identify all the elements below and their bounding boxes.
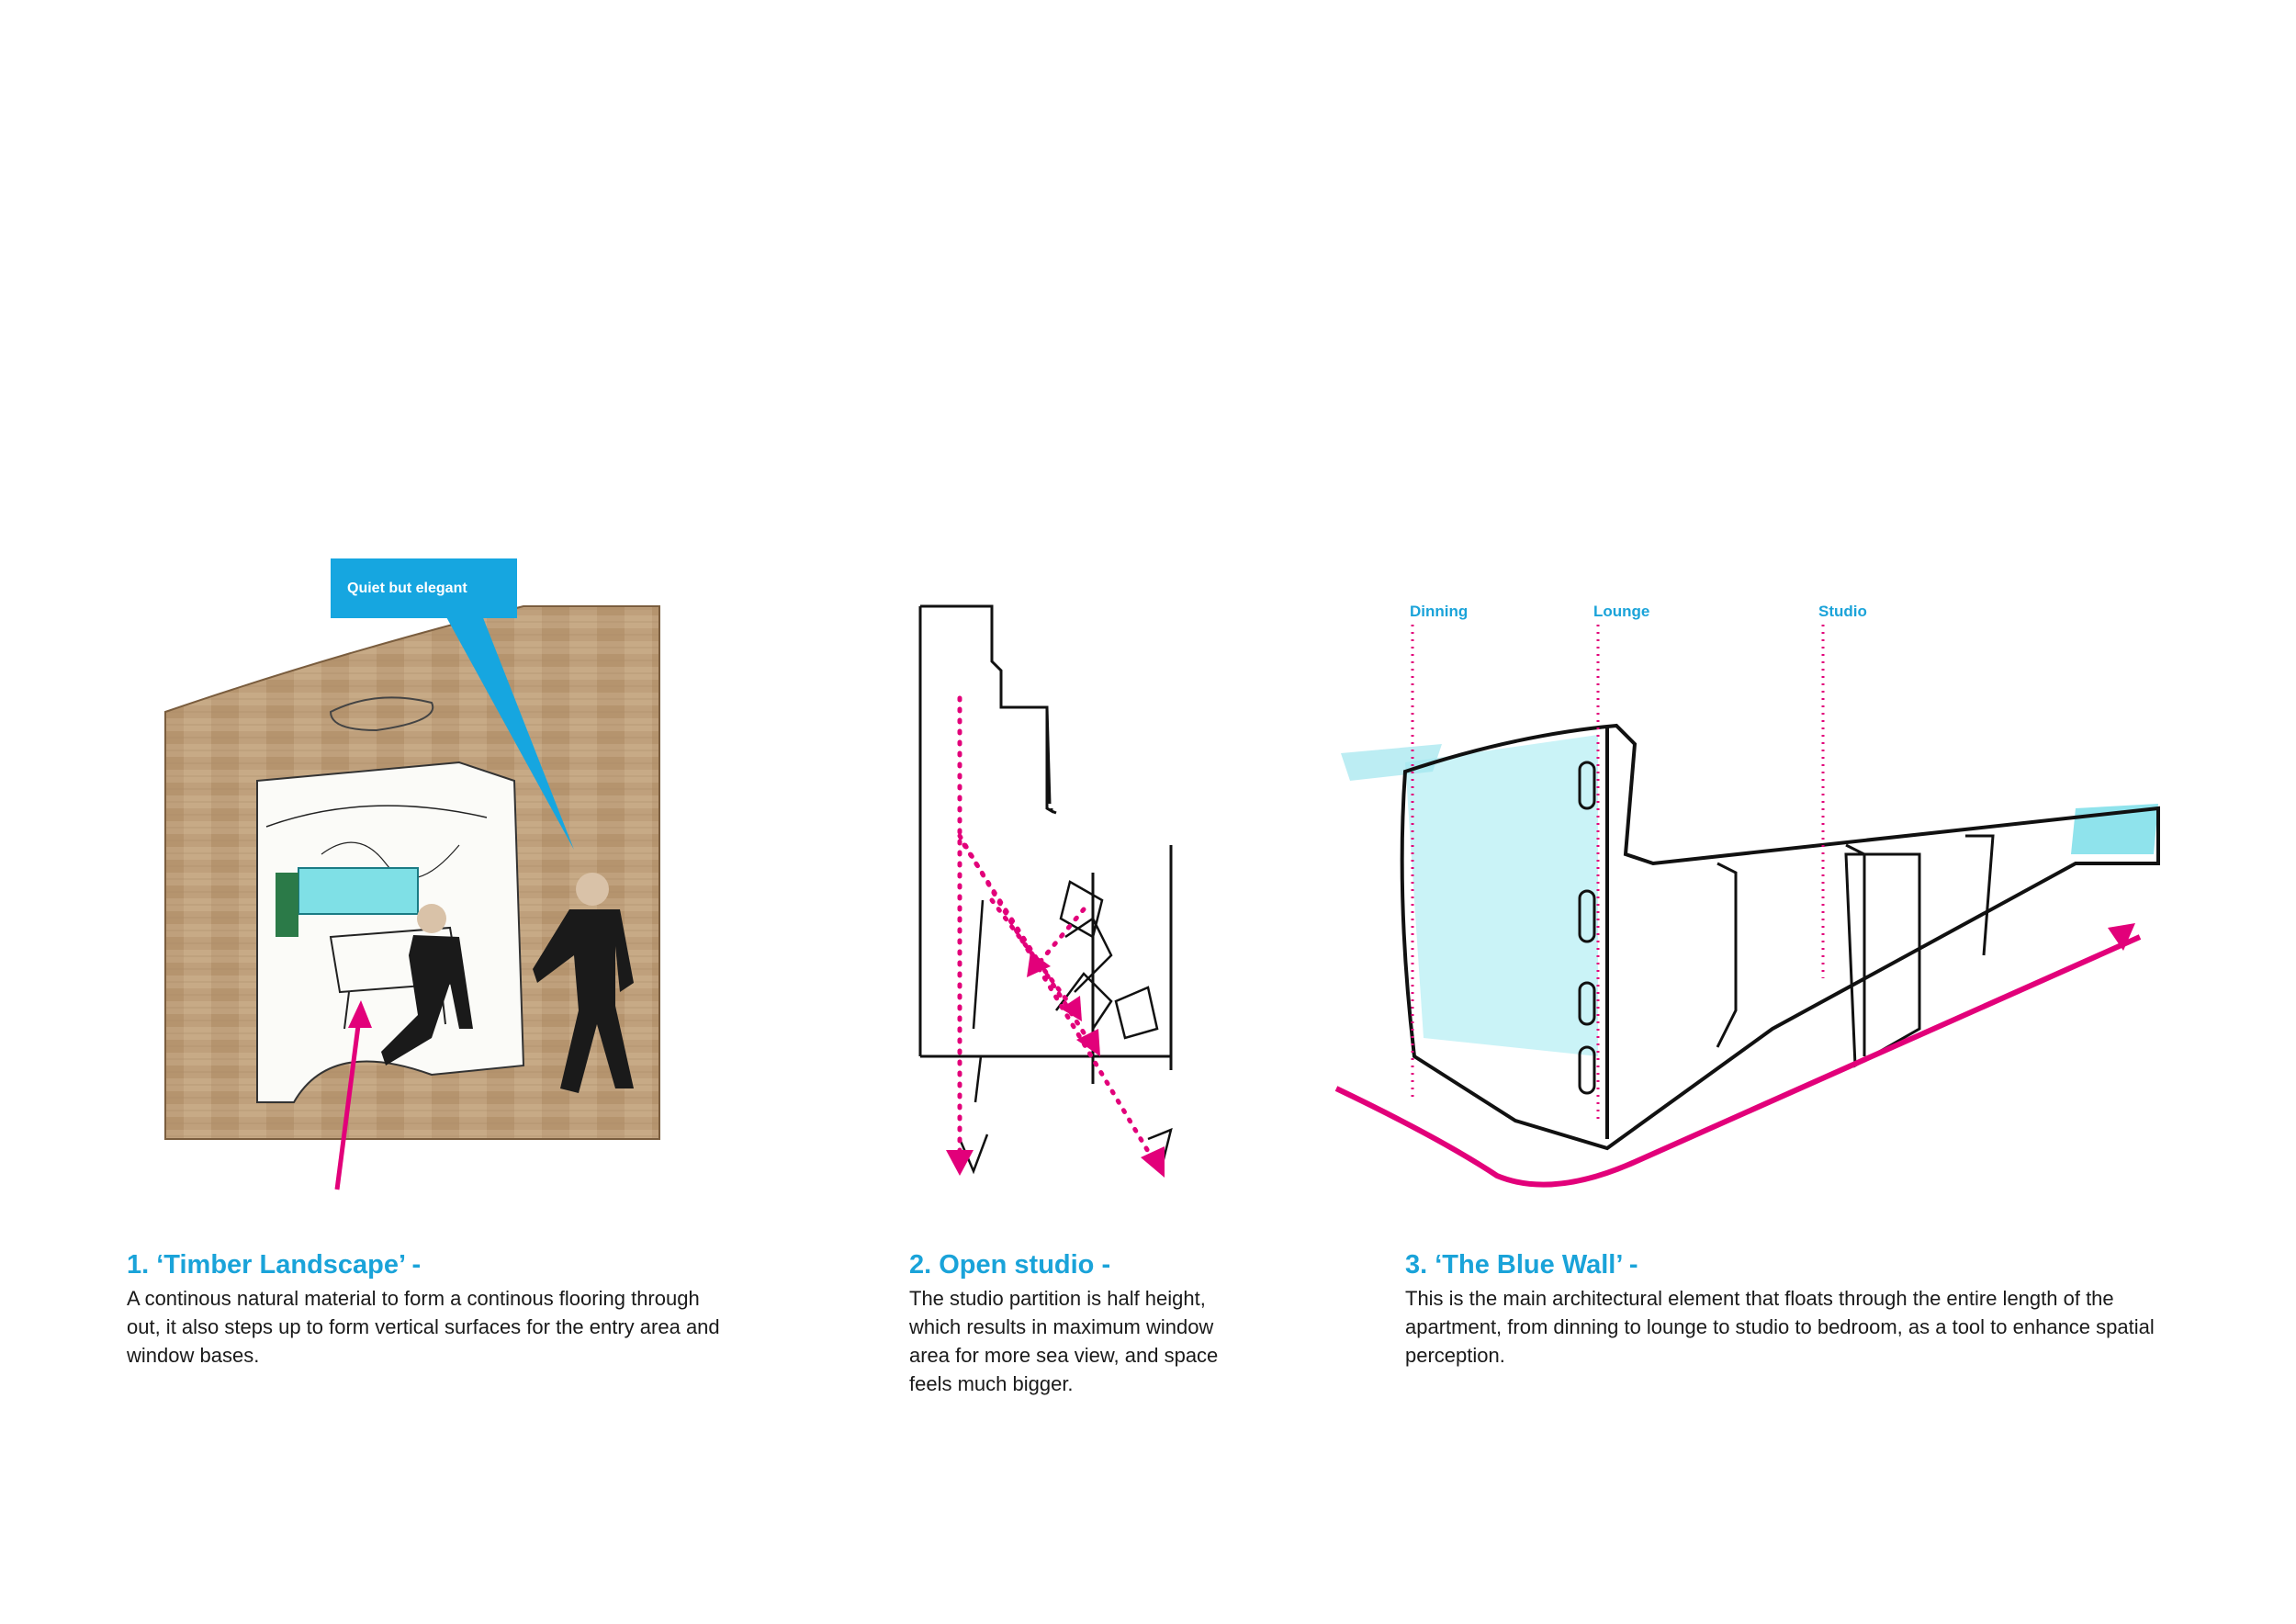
callout-quiet-but-elegant: Quiet but elegant: [331, 558, 517, 618]
section-heading: 1. ‘Timber Landscape’ -: [127, 1250, 422, 1280]
zone-label-studio: Studio: [1818, 603, 1867, 620]
section-blue-wall: [1405, 1249, 2167, 1370]
open-studio-sketch: [872, 570, 1240, 1194]
section-open-studio: [909, 1249, 1221, 1398]
arrow-timber: [326, 997, 381, 1203]
section-heading: 3. ‘The Blue Wall’ -: [1405, 1250, 1638, 1280]
section-body: This is the main architectural element that floats through the entire length of the apartment, from dinning to lounge to studio to bedroom, as a tool to enhance spatial perception.: [1405, 1287, 2155, 1367]
zone-label-lounge: Lounge: [1593, 603, 1650, 620]
section-body: The studio partition is half height, which results in maximum window area for more sea view, and space feels much bigger.: [909, 1287, 1219, 1395]
zone-label-dinning: Dinning: [1410, 603, 1469, 620]
section-heading: 2. Open studio -: [909, 1250, 1111, 1280]
section-body: A continous natural material to form a continous flooring through out, it also steps up to form vertical surfaces for the entry area and window bases.: [127, 1287, 720, 1367]
open-studio-svg: [872, 570, 1240, 1194]
blue-wall-svg: [1332, 625, 2195, 1194]
blue-wall-sketch: [1332, 625, 2195, 1194]
section-timber-landscape: [127, 1249, 733, 1370]
